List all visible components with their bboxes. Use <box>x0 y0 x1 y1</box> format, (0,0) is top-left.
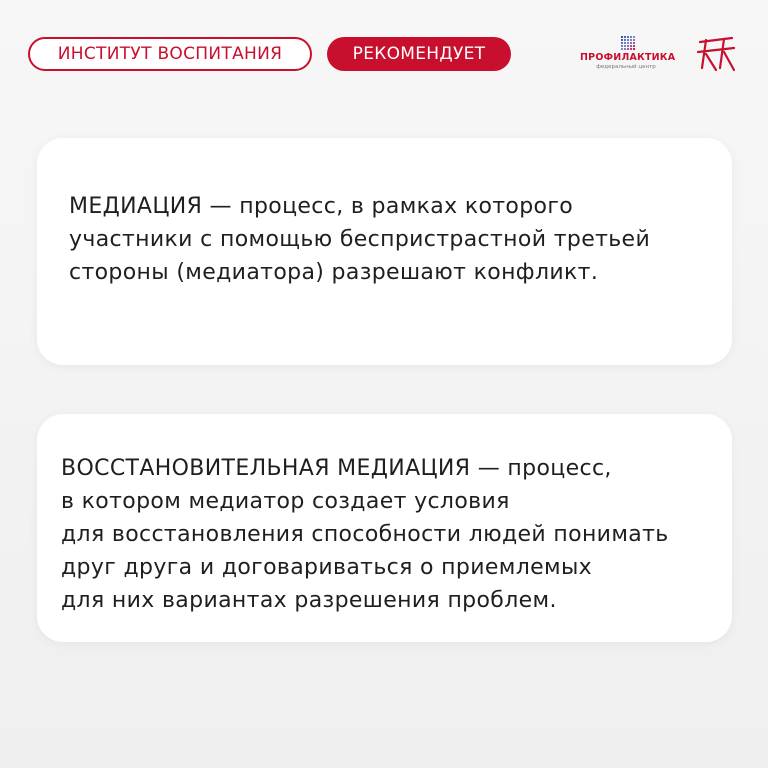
definition-text: — процесс, в рамках которого <box>202 194 574 219</box>
definition-line-1 <box>69 190 650 223</box>
institute-badge: ИНСТИТУТ ВОСПИТАНИЯ <box>28 37 312 71</box>
definition-line-4: друг друга и договариваться о приемлемых <box>61 555 593 580</box>
term-restorative-mediation: ВОССТАНОВИТЕЛЬНАЯ МЕДИАЦИЯ <box>61 456 471 481</box>
definition-line-5: для них вариантах разрешения проблем. <box>61 588 557 613</box>
definition-line-2: участники с помощью беспристрастной третьей <box>69 227 651 252</box>
recommends-badge: РЕКОМЕНДУЕТ <box>327 37 511 71</box>
logo-title: ПРОФИЛАКТИКА <box>580 52 676 63</box>
definition-text: — процесс, <box>470 456 612 481</box>
definition-line-1 <box>61 452 669 485</box>
mediation-card <box>37 138 732 365</box>
definition-line-3: для восстановления способности людей понимать <box>61 522 669 547</box>
header <box>0 0 768 110</box>
logo-grid-icon <box>620 36 636 50</box>
logo-subtitle: федеральный центр <box>596 64 656 70</box>
definition-line-2: в котором медиатор создает условия <box>61 489 510 514</box>
institute-emblem-icon <box>694 34 738 74</box>
definition-line-3: стороны (медиатора) разрешают конфликт. <box>69 260 599 285</box>
mediation-definition <box>69 190 650 289</box>
profilaktika-logo <box>580 36 676 76</box>
restorative-mediation-card <box>37 414 732 642</box>
term-mediation: МЕДИАЦИЯ <box>69 194 203 219</box>
restorative-mediation-definition <box>61 452 669 617</box>
